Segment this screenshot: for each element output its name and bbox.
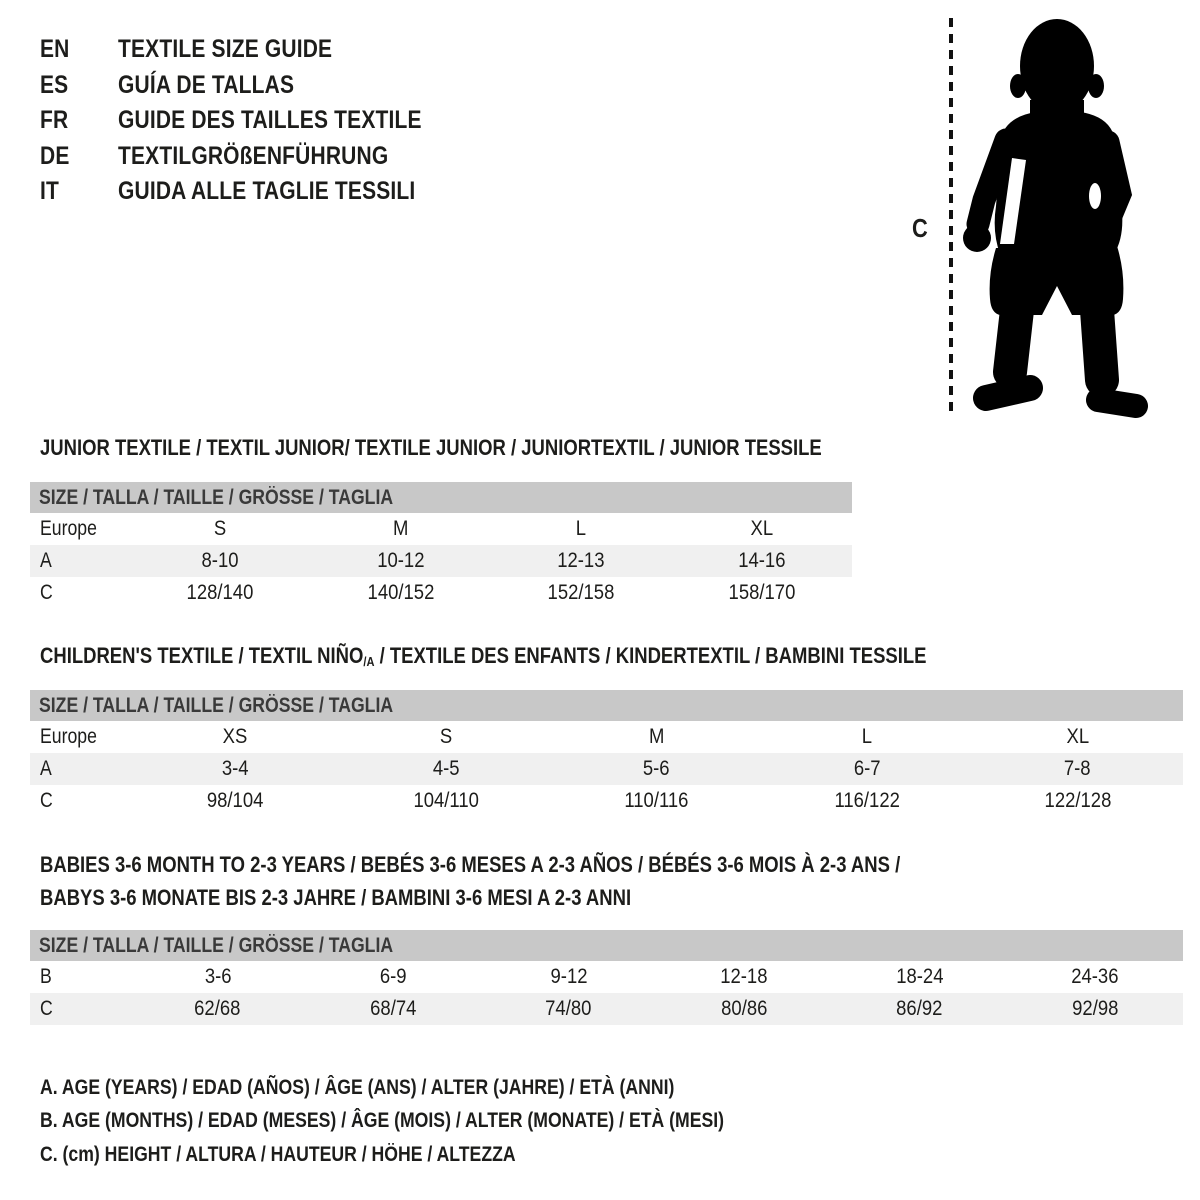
cell-text: 12-18: [720, 965, 768, 988]
cell-text: 86/92: [896, 997, 943, 1020]
cell-text: XL: [750, 517, 774, 540]
language-title: [118, 71, 328, 100]
table-cell: [306, 993, 482, 1025]
cell-text: 6-9: [379, 965, 407, 988]
cell-text: 8-10: [201, 549, 239, 572]
table-cell: [481, 961, 657, 993]
cell-text: 3-6: [204, 965, 232, 988]
size-header-text: SIZE / TALLA / TAILLE / GRÖSSE / TAGLIA: [39, 486, 394, 509]
cell-text: 140/152: [367, 581, 435, 604]
row-label-text: C: [40, 581, 53, 604]
table-cell: [130, 577, 311, 609]
section-title-children: [40, 644, 1095, 671]
cell-text: 5-6: [643, 757, 670, 780]
table-cell: [672, 577, 853, 609]
cell-text: 104/110: [413, 789, 479, 812]
cell-text: 62/68: [194, 997, 241, 1020]
cell-text: 110/116: [624, 789, 689, 812]
row-label: [30, 513, 130, 545]
row-label-text: C: [40, 997, 53, 1020]
language-title-text: GUIDA ALLE TAGLIE TESSILI: [118, 177, 416, 206]
cell-text: 116/122: [834, 789, 900, 812]
cell-text: XS: [222, 725, 248, 748]
language-row-it: [40, 174, 480, 210]
footnote-text: C. (cm) HEIGHT / ALTURA / HAUTEUR / HÖHE / ALTEZZA: [40, 1143, 516, 1166]
language-title-text: GUÍA DE TALLAS: [118, 70, 295, 99]
language-title-text: TEXTILE SIZE GUIDE: [118, 35, 333, 64]
table-cell: [311, 513, 492, 545]
row-label-text: Europe: [40, 725, 97, 748]
table-cell: [130, 753, 341, 785]
table-cell: [130, 721, 341, 753]
row-label: [30, 961, 130, 993]
section-title-text: [40, 644, 927, 671]
section-title-babies-line1: [40, 853, 1064, 877]
footnote-age-years: [40, 1076, 795, 1100]
language-code: [40, 35, 118, 64]
table-row-age: [30, 753, 1183, 785]
cell-text: 80/86: [721, 997, 768, 1020]
language-title-text: GUIDE DES TAILLES TEXTILE: [118, 106, 422, 135]
table-cell: [1008, 961, 1184, 993]
table-cell: [832, 961, 1008, 993]
row-label-text: C: [40, 789, 53, 812]
row-label: [30, 577, 130, 609]
cell-text: 68/74: [370, 997, 417, 1020]
table-row-height: [30, 993, 1183, 1025]
table-cell: [130, 961, 306, 993]
row-label: [30, 993, 130, 1025]
row-label-text: A: [40, 549, 52, 572]
size-header-band: [30, 930, 1183, 961]
table-cell: [972, 753, 1183, 785]
table-cell: [672, 545, 853, 577]
junior-size-table: [30, 482, 852, 609]
section-title-babies-line2: [40, 886, 744, 910]
title-pre: CHILDREN'S TEXTILE / TEXTIL NIÑO: [40, 643, 364, 668]
height-measure-label-text: C: [912, 213, 928, 243]
title-subscript: /A: [363, 654, 375, 670]
cell-text: 12-13: [557, 549, 605, 572]
table-cell: [130, 545, 311, 577]
language-row-es: [40, 68, 480, 104]
language-list: [40, 32, 480, 210]
table-cell: [972, 721, 1183, 753]
size-header-band: [30, 482, 852, 513]
table-row-europe: [30, 513, 852, 545]
children-size-table: [30, 690, 1183, 817]
language-code-text: IT: [40, 177, 60, 206]
table-cell: [1008, 993, 1184, 1025]
language-code-text: FR: [40, 106, 69, 135]
table-cell: [657, 961, 833, 993]
size-header-text: SIZE / TALLA / TAILLE / GRÖSSE / TAGLIA: [39, 694, 394, 717]
table-cell: [491, 545, 672, 577]
table-cell: [762, 721, 973, 753]
cell-text: 9-12: [550, 965, 588, 988]
table-cell: [672, 513, 853, 545]
language-title: [118, 142, 440, 171]
table-cell: [551, 721, 762, 753]
language-code: [40, 177, 118, 206]
table-cell: [130, 513, 311, 545]
row-label: [30, 545, 130, 577]
section-title-junior: [40, 436, 971, 460]
toddler-figure: [948, 12, 1148, 424]
height-measure-label: [912, 213, 931, 244]
table-row-height: [30, 785, 1183, 817]
table-cell: [481, 993, 657, 1025]
cell-text: 128/140: [186, 581, 254, 604]
table-cell: [657, 993, 833, 1025]
table-cell: [311, 545, 492, 577]
cell-text: 4-5: [432, 757, 460, 780]
cell-text: S: [439, 725, 453, 748]
row-label: [30, 785, 130, 817]
table-cell: [832, 993, 1008, 1025]
language-code: [40, 142, 118, 171]
cell-text: XL: [1066, 725, 1089, 748]
language-row-en: [40, 32, 480, 68]
cell-text: L: [576, 517, 587, 540]
cell-text: 18-24: [896, 965, 944, 988]
title-post: / TEXTILE DES ENFANTS / KINDERTEXTIL / BAMBINI TESSILE: [374, 643, 927, 668]
row-label-text: B: [40, 965, 52, 988]
cell-text: M: [648, 725, 665, 748]
cell-text: S: [214, 517, 227, 540]
cell-text: 92/98: [1072, 997, 1119, 1020]
table-cell: [491, 513, 672, 545]
table-row-age: [30, 545, 852, 577]
table-cell: [341, 721, 552, 753]
footnote-height-cm: [40, 1143, 606, 1167]
cell-text: 6-7: [853, 757, 881, 780]
table-cell: [306, 961, 482, 993]
table-cell: [341, 785, 552, 817]
language-code: [40, 71, 118, 100]
language-code-text: DE: [40, 141, 70, 170]
table-row-months: [30, 961, 1183, 993]
cell-text: 158/170: [728, 581, 796, 604]
cell-text: 3-4: [221, 757, 249, 780]
babies-size-table: [30, 930, 1183, 1025]
language-code: [40, 106, 118, 135]
language-title-text: TEXTILGRÖßENFÜHRUNG: [118, 141, 389, 170]
size-header-band: [30, 690, 1183, 721]
table-cell: [551, 785, 762, 817]
table-cell: [762, 785, 973, 817]
language-row-fr: [40, 103, 480, 139]
table-row-europe: [30, 721, 1183, 753]
toddler-silhouette: [963, 19, 1136, 406]
cell-text: 122/128: [1044, 789, 1112, 812]
size-header-text: SIZE / TALLA / TAILLE / GRÖSSE / TAGLIA: [39, 934, 394, 957]
table-row-height: [30, 577, 852, 609]
cell-text: 24-36: [1071, 965, 1119, 988]
footnote-text: A. AGE (YEARS) / EDAD (AÑOS) / ÂGE (ANS) / ALTER (JAHRE) / ETÀ (ANNI): [40, 1076, 675, 1099]
table-cell: [130, 993, 306, 1025]
table-cell: [972, 785, 1183, 817]
row-label: [30, 753, 130, 785]
footnote-text: B. AGE (MONTHS) / EDAD (MESES) / ÂGE (MOIS) / ALTER (MONATE) / ETÀ (MESI): [40, 1109, 725, 1132]
cell-text: L: [861, 725, 873, 748]
language-code-text: ES: [40, 70, 69, 99]
language-row-de: [40, 139, 480, 175]
row-label: [30, 721, 130, 753]
table-cell: [311, 577, 492, 609]
section-title-text: BABYS 3-6 MONATE BIS 2-3 JAHRE / BAMBINI 3-6 MESI A 2-3 ANNI: [40, 885, 632, 910]
cell-text: 74/80: [545, 997, 592, 1020]
language-title: [118, 35, 373, 64]
footnote-age-months: [40, 1109, 854, 1133]
table-cell: [341, 753, 552, 785]
section-title-text: JUNIOR TEXTILE / TEXTIL JUNIOR/ TEXTILE JUNIOR / JUNIORTEXTIL / JUNIOR TESSILE: [40, 435, 822, 460]
row-label-text: Europe: [40, 517, 97, 540]
language-title: [118, 177, 472, 206]
row-label-text: A: [40, 757, 52, 780]
cell-text: 14-16: [738, 549, 786, 572]
cell-text: 10-12: [377, 549, 425, 572]
table-cell: [551, 753, 762, 785]
cell-text: M: [393, 517, 409, 540]
cell-text: 7-8: [1064, 757, 1092, 780]
cell-text: 98/104: [207, 789, 264, 812]
table-cell: [762, 753, 973, 785]
cell-text: 152/158: [547, 581, 615, 604]
language-title: [118, 106, 480, 135]
language-code-text: EN: [40, 35, 70, 64]
table-cell: [130, 785, 341, 817]
section-title-text: BABIES 3-6 MONTH TO 2-3 YEARS / BEBÉS 3-6 MESES A 2-3 AÑOS / BÉBÉS 3-6 MOIS À 2-3 ANS /: [40, 852, 901, 877]
table-cell: [491, 577, 672, 609]
